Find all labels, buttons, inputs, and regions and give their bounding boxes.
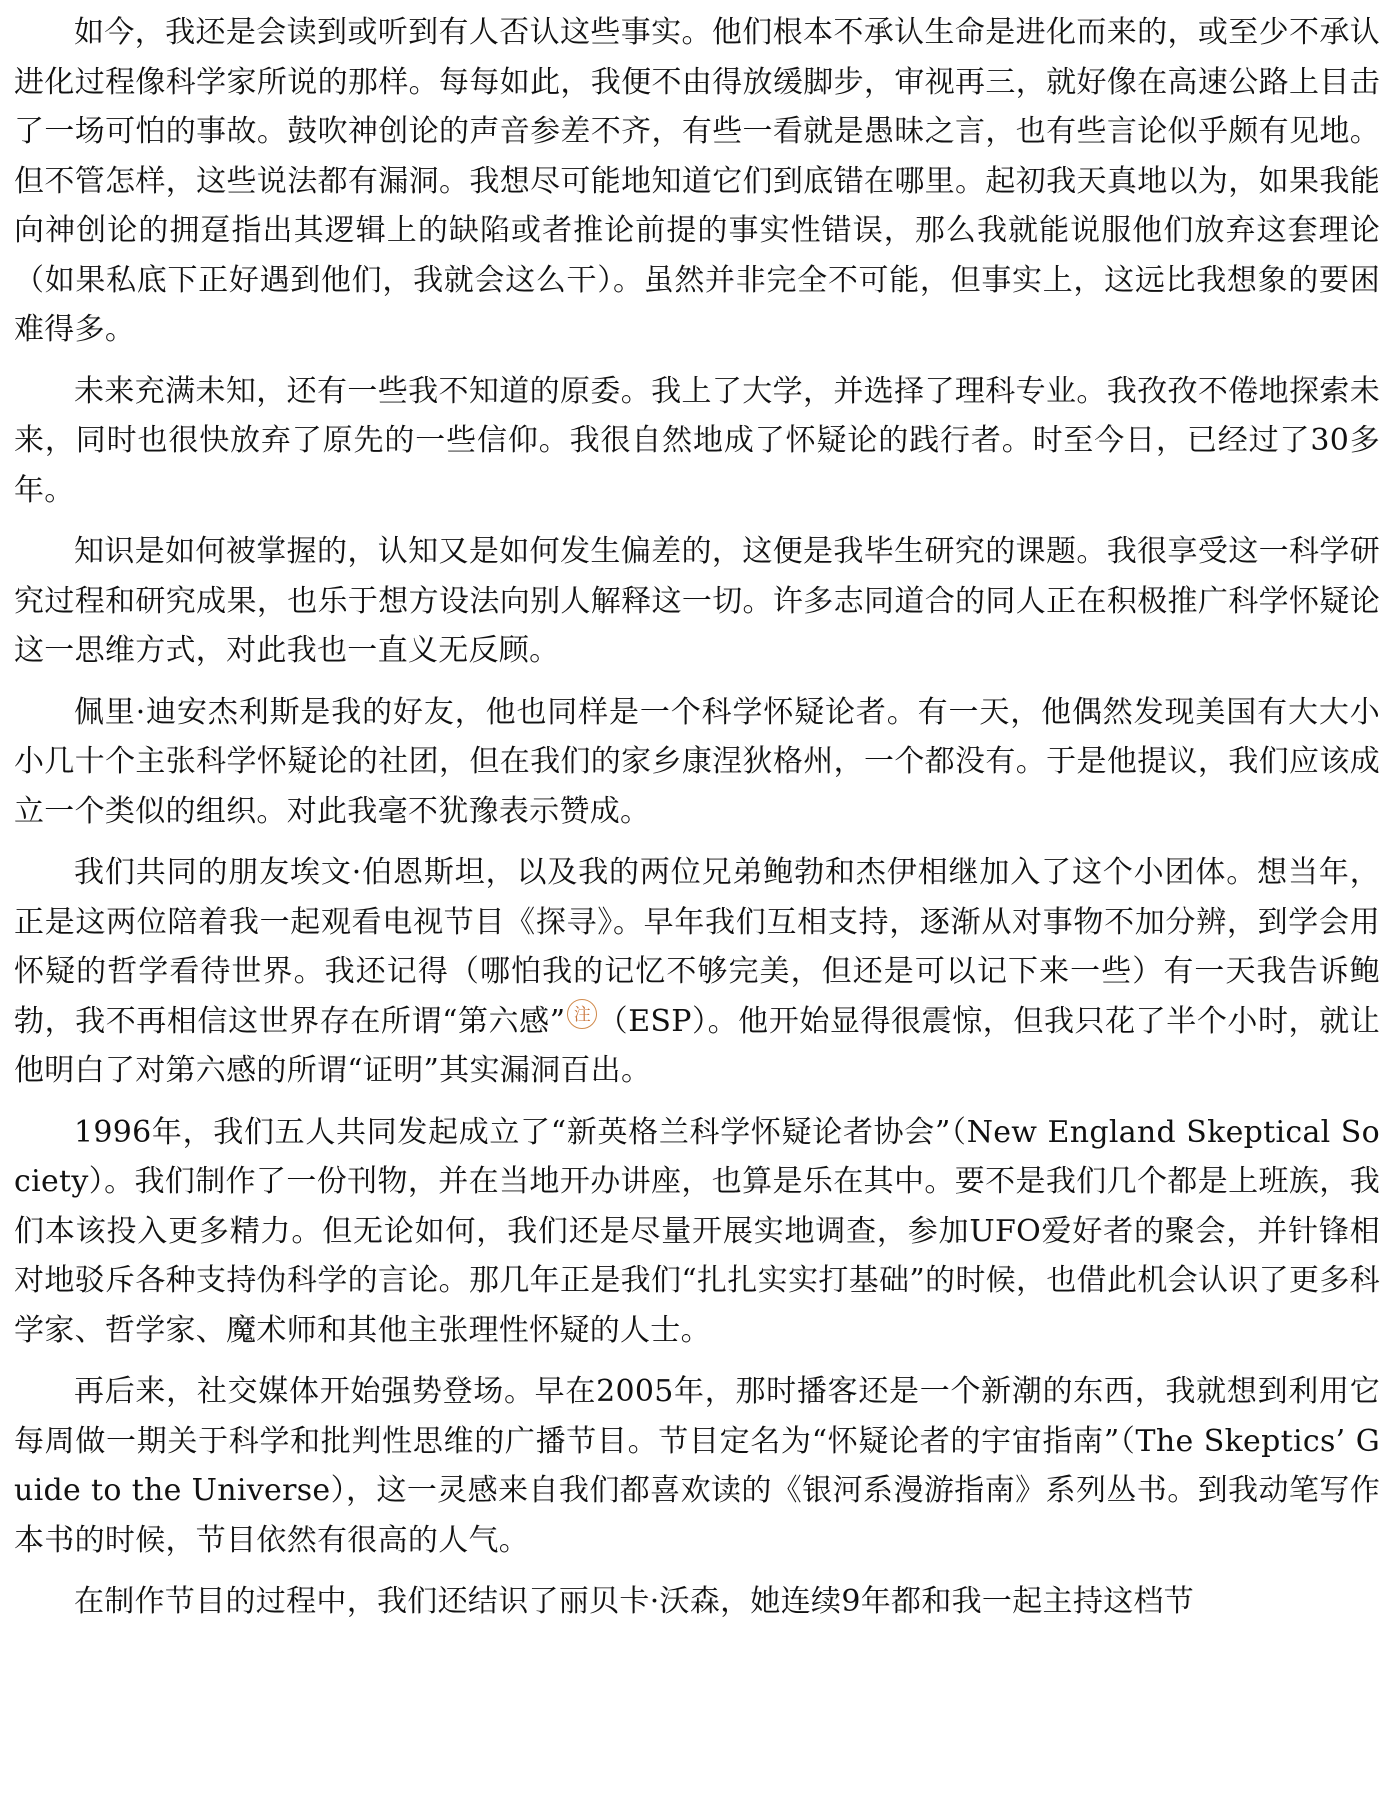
paragraph-5	[14, 848, 1380, 1096]
paragraph-5-text-before: 我们共同的朋友埃文·伯恩斯坦，以及我的两位兄弟鲍勃和杰伊相继加入了这个小团体。想当年，正是这两位陪着我一起观看电视节目《探寻》。早年我们互相支持，逐渐从对事物不加分辨，到学会用怀疑的哲学看待世界。我还记得（哪怕我的记忆不够完美，但还是可以记下来一些）有一天我告诉鲍勃，我不再相信这世界存在所谓“第六感”	[14, 855, 1380, 1039]
paragraph-3: 知识是如何被掌握的，认知又是如何发生偏差的，这便是我毕生研究的课题。我很享受这一科学研究过程和研究成果，也乐于想方设法向别人解释这一切。许多志同道合的同人正在积极推广科学怀疑论这一思维方式，对此我也一直义无反顾。	[14, 534, 1380, 668]
paragraph-6: 1996年，我们五人共同发起成立了“新英格兰科学怀疑论者协会”（New England Skeptical Society）。我们制作了一份刊物，并在当地开办讲座，也算是乐在其中。要不是我们几个都是上班族，我们本该投入更多精力。但无论如何，我们还是尽量开展实地调查，参加UFO爱好者的聚会，并针锋相对地驳斥各种支持伪科学的言论。那几年正是我们“扎扎实实打基础”的时候，也借此机会认识了更多科学家、哲学家、魔术师和其他主张理性怀疑的人士。	[14, 1114, 1380, 1348]
paragraph-7: 再后来，社交媒体开始强势登场。早在2005年，那时播客还是一个新潮的东西，我就想到利用它每周做一期关于科学和批判性思维的广播节目。节目定名为“怀疑论者的宇宙指南”（The Skeptics’ Guide to the Universe），这一灵感来自我们都喜欢读的《银河系漫游指南》系列丛书。到我动笔写作本书的时候，节目依然有很高的人气。	[14, 1374, 1380, 1558]
footnote-marker[interactable]: 注	[567, 999, 597, 1029]
paragraph-8: 在制作节目的过程中，我们还结识了丽贝卡·沃森，她连续9年都和我一起主持这档节	[74, 1584, 1195, 1619]
paragraph-1: 如今，我还是会读到或听到有人否认这些事实。他们根本不承认生命是进化而来的，或至少不承认进化过程像科学家所说的那样。每每如此，我便不由得放缓脚步，审视再三，就好像在高速公路上目击了一场可怕的事故。鼓吹神创论的声音参差不齐，有些一看就是愚昧之言，也有些言论似乎颇有见地。但不管怎样，这些说法都有漏洞。我想尽可能地知道它们到底错在哪里。起初我天真地以为，如果我能向神创论的拥趸指出其逻辑上的缺陷或者推论前提的事实性错误，那么我就能说服他们放弃这套理论（如果私底下正好遇到他们，我就会这么干）。虽然并非完全不可能，但事实上，这远比我想象的要困难得多。	[14, 15, 1380, 347]
paragraph-2: 未来充满未知，还有一些我不知道的原委。我上了大学，并选择了理科专业。我孜孜不倦地探索未来，同时也很快放弃了原先的一些信仰。我很自然地成了怀疑论的践行者。时至今日，已经过了30多年。	[14, 373, 1381, 508]
document-page	[14, 8, 1380, 1639]
paragraph-4: 佩里·迪安杰利斯是我的好友，他也同样是一个科学怀疑论者。有一天，他偶然发现美国有大大小小几十个主张科学怀疑论的社团，但在我们的家乡康涅狄格州，一个都没有。于是他提议，我们应该成立一个类似的组织。对此我毫不犹豫表示赞成。	[14, 694, 1380, 829]
paragraph-5-text-after: （ESP）。他开始显得很震惊，但我只花了半个小时，就让他明白了对第六感的所谓“证明”其实漏洞百出。	[14, 1003, 1380, 1088]
